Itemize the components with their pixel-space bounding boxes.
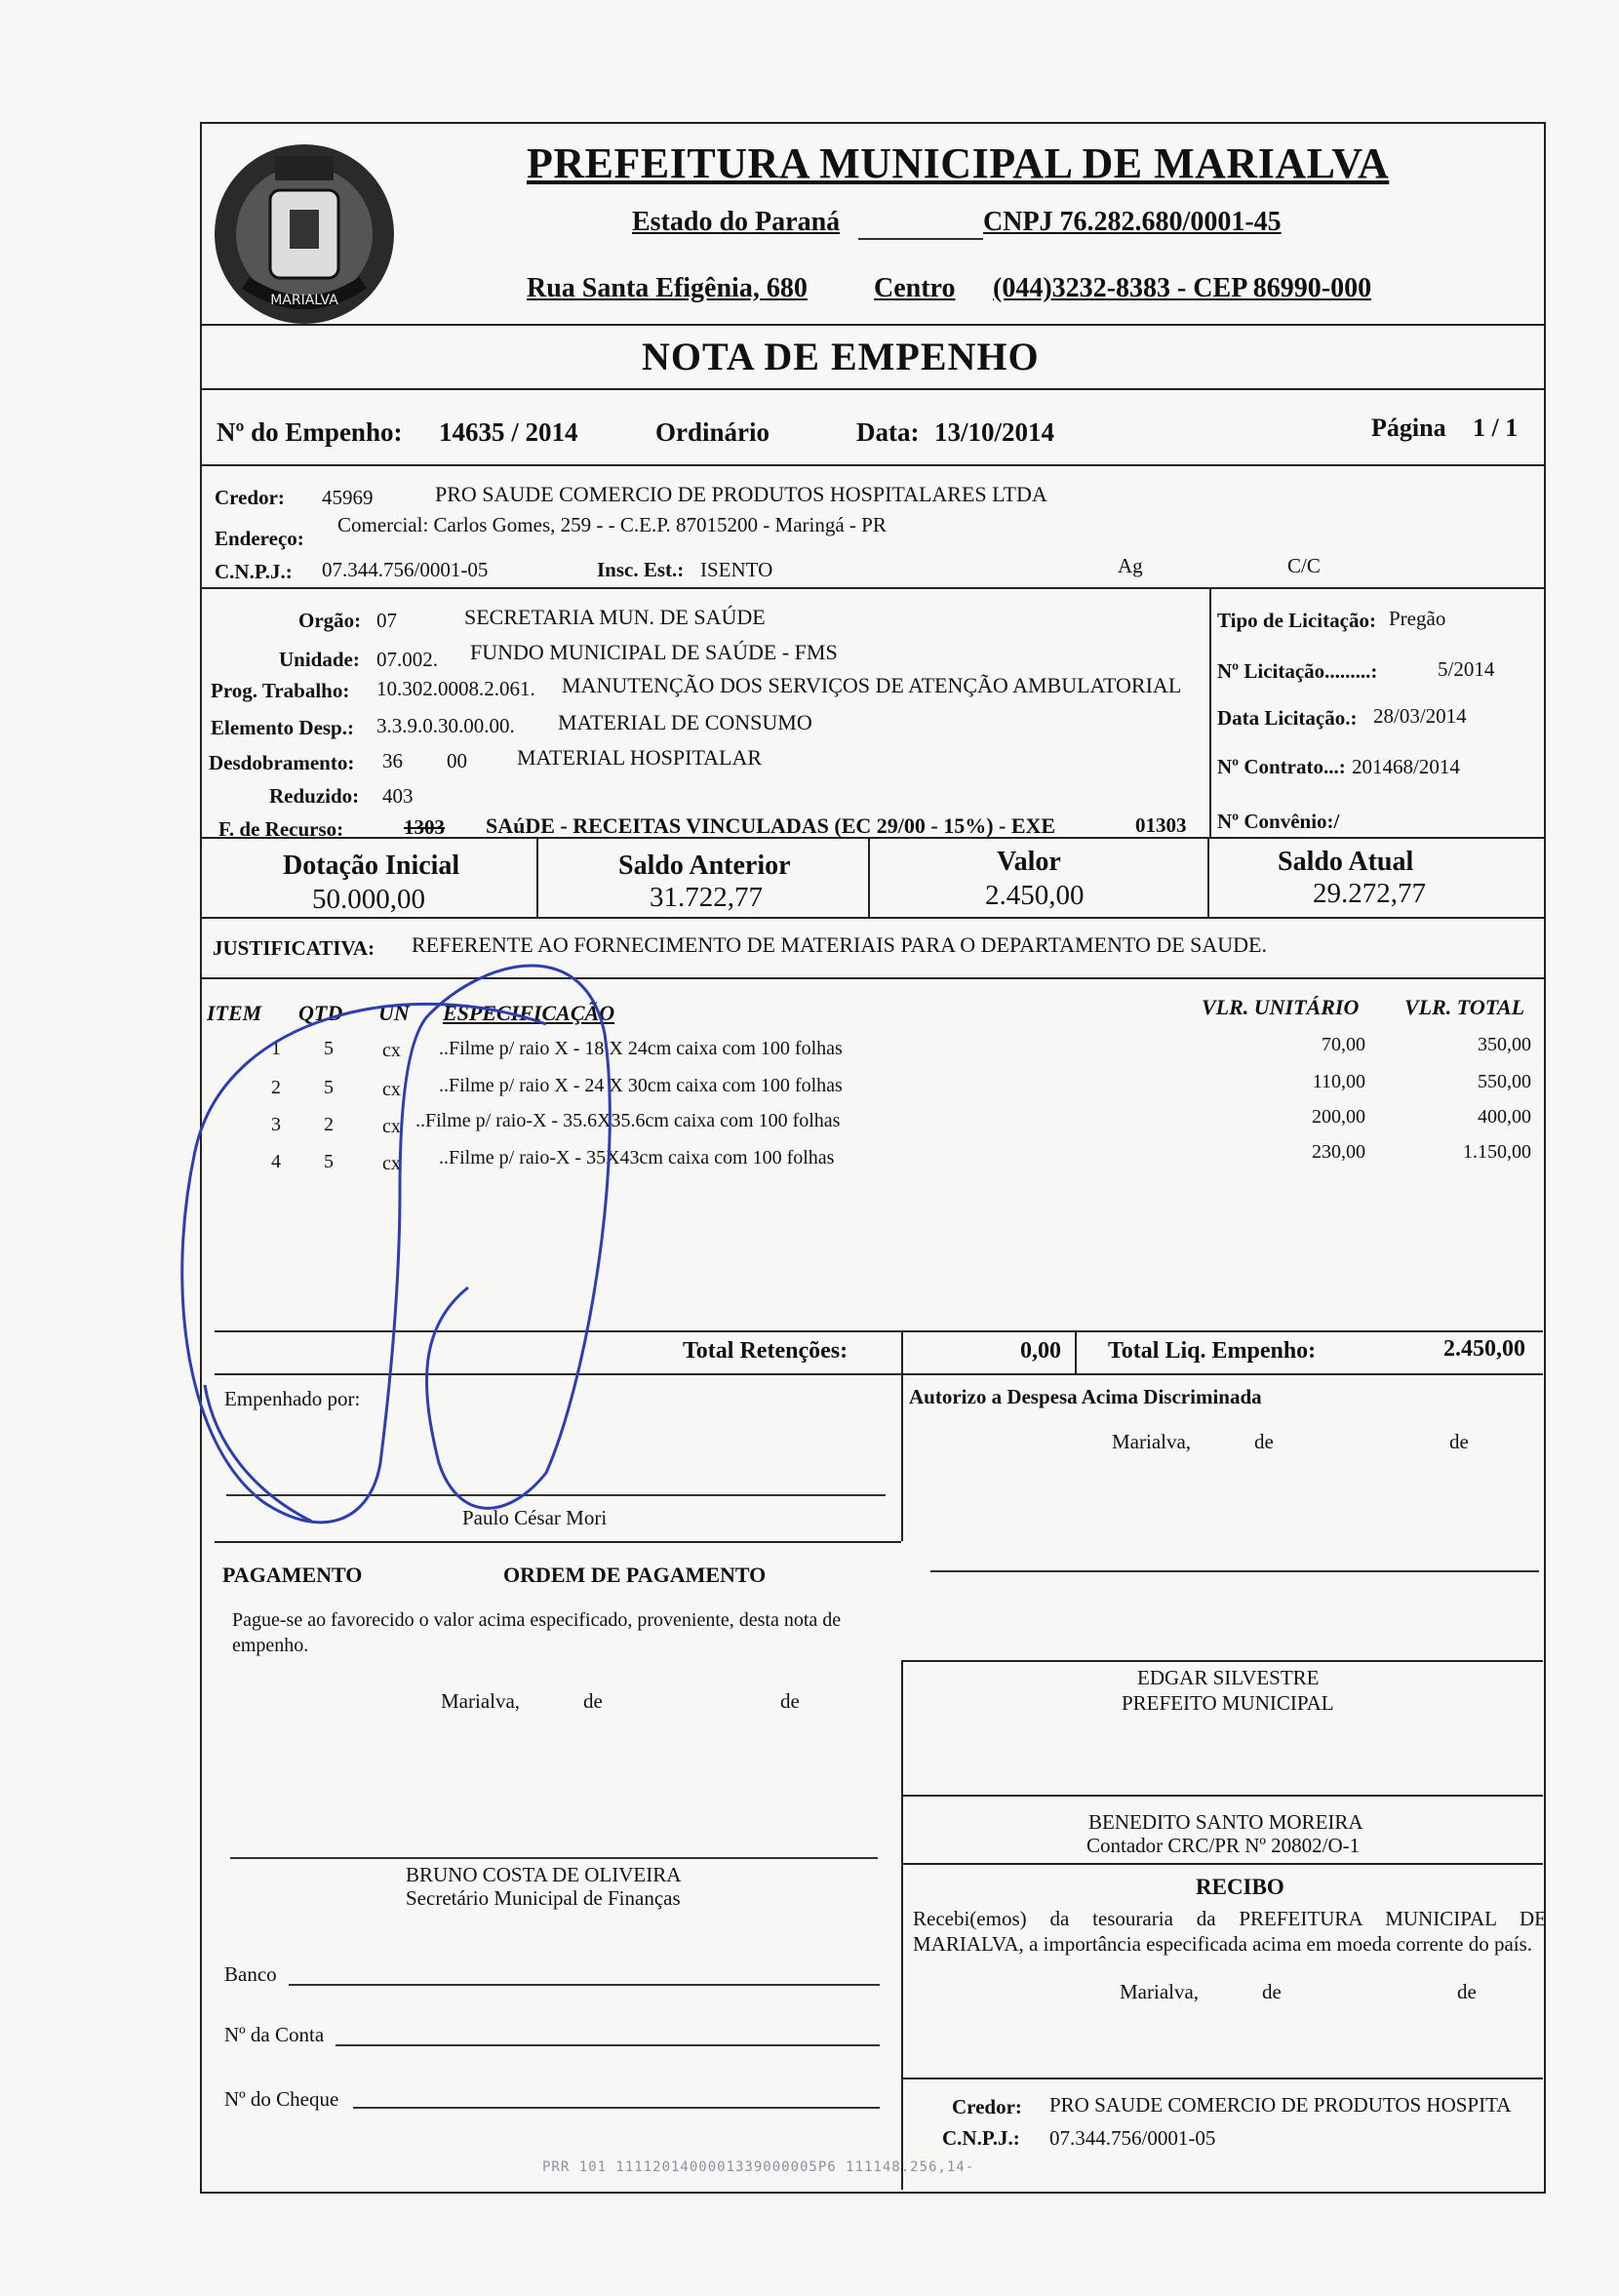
reduzido-label: Reduzido: [269, 784, 360, 808]
elemento-name: MATERIAL DE CONSUMO [558, 710, 812, 734]
prog-label: Prog. Trabalho: [211, 679, 350, 702]
pagamento-de2: de [780, 1689, 800, 1713]
col-unit-value: VLR. UNITÁRIO [1202, 995, 1360, 1019]
secretario-name: BRUNO COSTA DE OLIVEIRA [406, 1863, 682, 1886]
item-1-number: 1 [271, 1038, 281, 1059]
conta-label: Nº da Conta [224, 2023, 325, 2046]
pagamento-label: PAGAMENTO [222, 1563, 363, 1587]
desdobramento-sub: 00 [447, 749, 467, 772]
item-1-spec: ..Filme p/ raio X - 18 X 24cm caixa com 100 folhas [439, 1038, 843, 1059]
credor-address: Comercial: Carlos Gomes, 259 - - C.E.P. 87015200 - Maringá - PR [337, 513, 887, 536]
ordem-pagamento-label: ORDEM DE PAGAMENTO [503, 1563, 767, 1587]
item-2-spec: ..Filme p/ raio X - 24 X 30cm caixa com 100 folhas [439, 1075, 843, 1096]
header-district: Centro [874, 273, 956, 303]
justificativa-text: REFERENTE AO FORNECIMENTO DE MATERIAIS PARA O DEPARTAMENTO DE SAUDE. [412, 932, 1267, 957]
item-1-un: cx [382, 1040, 401, 1061]
item-3-unit: 200,00 [1312, 1106, 1365, 1128]
item-2-unit: 110,00 [1312, 1071, 1365, 1092]
col-total-value: VLR. TOTAL [1404, 995, 1525, 1019]
orgao-code: 07 [376, 609, 397, 632]
item-4-total: 1.150,00 [1463, 1141, 1531, 1163]
state-label: Estado do Paraná [632, 207, 841, 237]
pagamento-text: Pague-se ao favorecido o valor acima especificado, proveniente, desta nota de empenho. [232, 1609, 842, 1656]
item-4-un: cx [382, 1153, 401, 1174]
prog-code: 10.302.0008.2.061. [376, 677, 535, 700]
unidade-code: 07.002. [376, 648, 438, 671]
recurso-code: 1303 [404, 815, 445, 839]
credor-name: PRO SAUDE COMERCIO DE PRODUTOS HOSPITALARES LTDA [435, 482, 1047, 506]
page-label: Página [1371, 414, 1446, 442]
prefeito-role: PREFEITO MUNICIPAL [1122, 1691, 1334, 1715]
retencoes-label: Total Retenções: [683, 1338, 849, 1364]
desdobramento-name: MATERIAL HOSPITALAR [517, 745, 763, 770]
autorizo-de2: de [1449, 1430, 1469, 1453]
licitacao-num-label: Nº Licitação.........: [1217, 659, 1378, 683]
empenhado-signer: Paulo César Mori [462, 1506, 608, 1529]
footer-credor-name: PRO SAUDE COMERCIO DE PRODUTOS HOSPITA [1049, 2093, 1512, 2117]
col-un: UN [378, 1001, 410, 1025]
licitacao-tipo-label: Tipo de Licitação: [1217, 609, 1376, 632]
item-4-spec: ..Filme p/ raio-X - 35X43cm caixa com 100 folhas [439, 1147, 835, 1168]
cc-label: C/C [1287, 554, 1321, 577]
contador-role: Contador CRC/PR Nº 20802/O-1 [1086, 1834, 1361, 1857]
recurso-name: SAúDE - RECEITAS VINCULADAS (EC 29/00 - 15%) - EXE [486, 813, 1056, 838]
item-3-number: 3 [271, 1114, 281, 1135]
credor-code: 45969 [322, 486, 374, 509]
liq-value: 2.450,00 [1443, 1336, 1525, 1362]
unidade-name: FUNDO MUNICIPAL DE SAÚDE - FMS [470, 640, 838, 664]
credor-cnpj: 07.344.756/0001-05 [322, 558, 489, 581]
footer-cnpj: 07.344.756/0001-05 [1049, 2126, 1216, 2150]
item-2-qtd: 5 [324, 1077, 334, 1098]
licitacao-num: 5/2014 [1438, 657, 1495, 681]
valor-label: Valor [997, 847, 1061, 877]
dotacao-inicial-label: Dotação Inicial [283, 851, 460, 881]
empenho-number-label: Nº do Empenho: [217, 417, 403, 447]
elemento-label: Elemento Desp.: [211, 716, 354, 739]
credor-insc: ISENTO [700, 558, 773, 581]
document-title: NOTA DE EMPENHO [642, 335, 1040, 378]
empenho-number: 14635 / 2014 [439, 417, 578, 447]
item-2-number: 2 [271, 1077, 281, 1098]
contador-name: BENEDITO SANTO MOREIRA [1088, 1810, 1363, 1834]
saldo-atual-label: Saldo Atual [1278, 847, 1414, 877]
recurso-label: F. de Recurso: [218, 817, 344, 841]
empenho-date-label: Data: [856, 417, 920, 447]
reduzido-value: 403 [382, 784, 414, 808]
licitacao-data: 28/03/2014 [1373, 704, 1467, 728]
recibo-de1: de [1262, 1980, 1282, 2003]
licitacao-data-label: Data Licitação.: [1217, 706, 1358, 730]
saldo-anterior-value: 31.722,77 [650, 882, 763, 913]
header-cnpj: CNPJ 76.282.680/0001-45 [983, 207, 1282, 237]
item-3-spec: ..Filme p/ raio-X - 35.6X35.6cm caixa com 100 folhas [415, 1110, 841, 1131]
prog-name: MANUTENÇÃO DOS SERVIÇOS DE ATENÇÃO AMBULATORIAL [562, 673, 1182, 697]
saldo-anterior-label: Saldo Anterior [618, 851, 791, 881]
page-number: 1 / 1 [1473, 414, 1519, 442]
header-address: Rua Santa Efigênia, 680 [527, 273, 808, 303]
item-3-qtd: 2 [324, 1114, 334, 1135]
valor-value: 2.450,00 [985, 880, 1085, 911]
desdobramento-label: Desdobramento: [209, 751, 355, 774]
recibo-de2: de [1457, 1980, 1477, 2003]
retencoes-value: 0,00 [1020, 1338, 1061, 1364]
elemento-code: 3.3.9.0.30.00.00. [376, 714, 515, 737]
autorizo-place: Marialva, [1112, 1430, 1192, 1453]
unidade-label: Unidade: [279, 648, 360, 671]
page-title: PREFEITURA MUNICIPAL DE MARIALVA [527, 139, 1390, 187]
contrato-label: Nº Contrato...: [1217, 755, 1346, 778]
header-phone-cep: (044)3232-8383 - CEP 86990-000 [993, 273, 1372, 303]
recurso-number: 01303 [1135, 813, 1187, 837]
empenhado-label: Empenhado por: [224, 1387, 361, 1410]
pagamento-place: Marialva, [441, 1689, 521, 1713]
saldo-atual-value: 29.272,77 [1313, 878, 1426, 909]
licitacao-tipo: Pregão [1389, 607, 1446, 630]
convenio-label: Nº Convênio:/ [1217, 810, 1340, 833]
recibo-title: RECIBO [1196, 1875, 1284, 1899]
footer-cnpj-label: C.N.P.J.: [942, 2126, 1020, 2150]
liq-label: Total Liq. Empenho: [1108, 1338, 1317, 1364]
banco-label: Banco [224, 1962, 277, 1986]
footer-credor-label: Credor: [952, 2095, 1022, 2118]
desdobramento-code: 36 [382, 749, 403, 772]
contrato-value: 201468/2014 [1352, 755, 1460, 778]
col-qtd: QTD [298, 1001, 343, 1025]
item-2-un: cx [382, 1079, 401, 1100]
pagamento-de1: de [583, 1689, 603, 1713]
item-3-un: cx [382, 1116, 401, 1137]
autorizo-de1: de [1254, 1430, 1274, 1453]
autorizo-label: Autorizo a Despesa Acima Discriminada [909, 1385, 1262, 1408]
ag-label: Ag [1118, 554, 1143, 577]
credor-label: Credor: [215, 486, 285, 509]
orgao-label: Orgão: [298, 609, 362, 632]
address-label: Endereço: [215, 527, 304, 550]
secretario-role: Secretário Municipal de Finanças [406, 1886, 681, 1910]
crest-text: MARIALVA [270, 293, 338, 308]
item-2-total: 550,00 [1478, 1071, 1531, 1092]
orgao-name: SECRETARIA MUN. DE SAÚDE [464, 605, 766, 629]
empenho-type: Ordinário [655, 417, 770, 447]
item-4-qtd: 5 [324, 1151, 334, 1172]
item-3-total: 400,00 [1478, 1106, 1531, 1128]
col-item: ITEM [207, 1001, 262, 1025]
item-1-total: 350,00 [1478, 1034, 1531, 1055]
prefeito-name: EDGAR SILVESTRE [1137, 1666, 1320, 1689]
item-4-unit: 230,00 [1312, 1141, 1365, 1163]
item-1-qtd: 5 [324, 1038, 334, 1059]
item-4-number: 4 [271, 1151, 281, 1172]
item-1-unit: 70,00 [1322, 1034, 1365, 1055]
insc-label: Insc. Est.: [597, 558, 685, 581]
dotacao-inicial-value: 50.000,00 [312, 884, 425, 915]
justificativa-label: JUSTIFICATIVA: [213, 936, 375, 960]
bank-stamp-line: PRR 101 1111201400001339000005P6 111148.256,14- [542, 2159, 975, 2175]
cnpj-label: C.N.P.J.: [215, 560, 293, 583]
col-specification: ESPECIFICAÇÃO [443, 1001, 615, 1025]
cheque-label: Nº do Cheque [224, 2087, 339, 2111]
recibo-text: Recebi(emos) da tesouraria da PREFEITURA MUNICIPAL DE MARIALVA, a importância especificada acima em moeda corrente do país. [913, 1907, 1547, 1956]
recibo-place: Marialva, [1120, 1980, 1200, 2003]
empenho-date: 13/10/2014 [934, 417, 1055, 447]
